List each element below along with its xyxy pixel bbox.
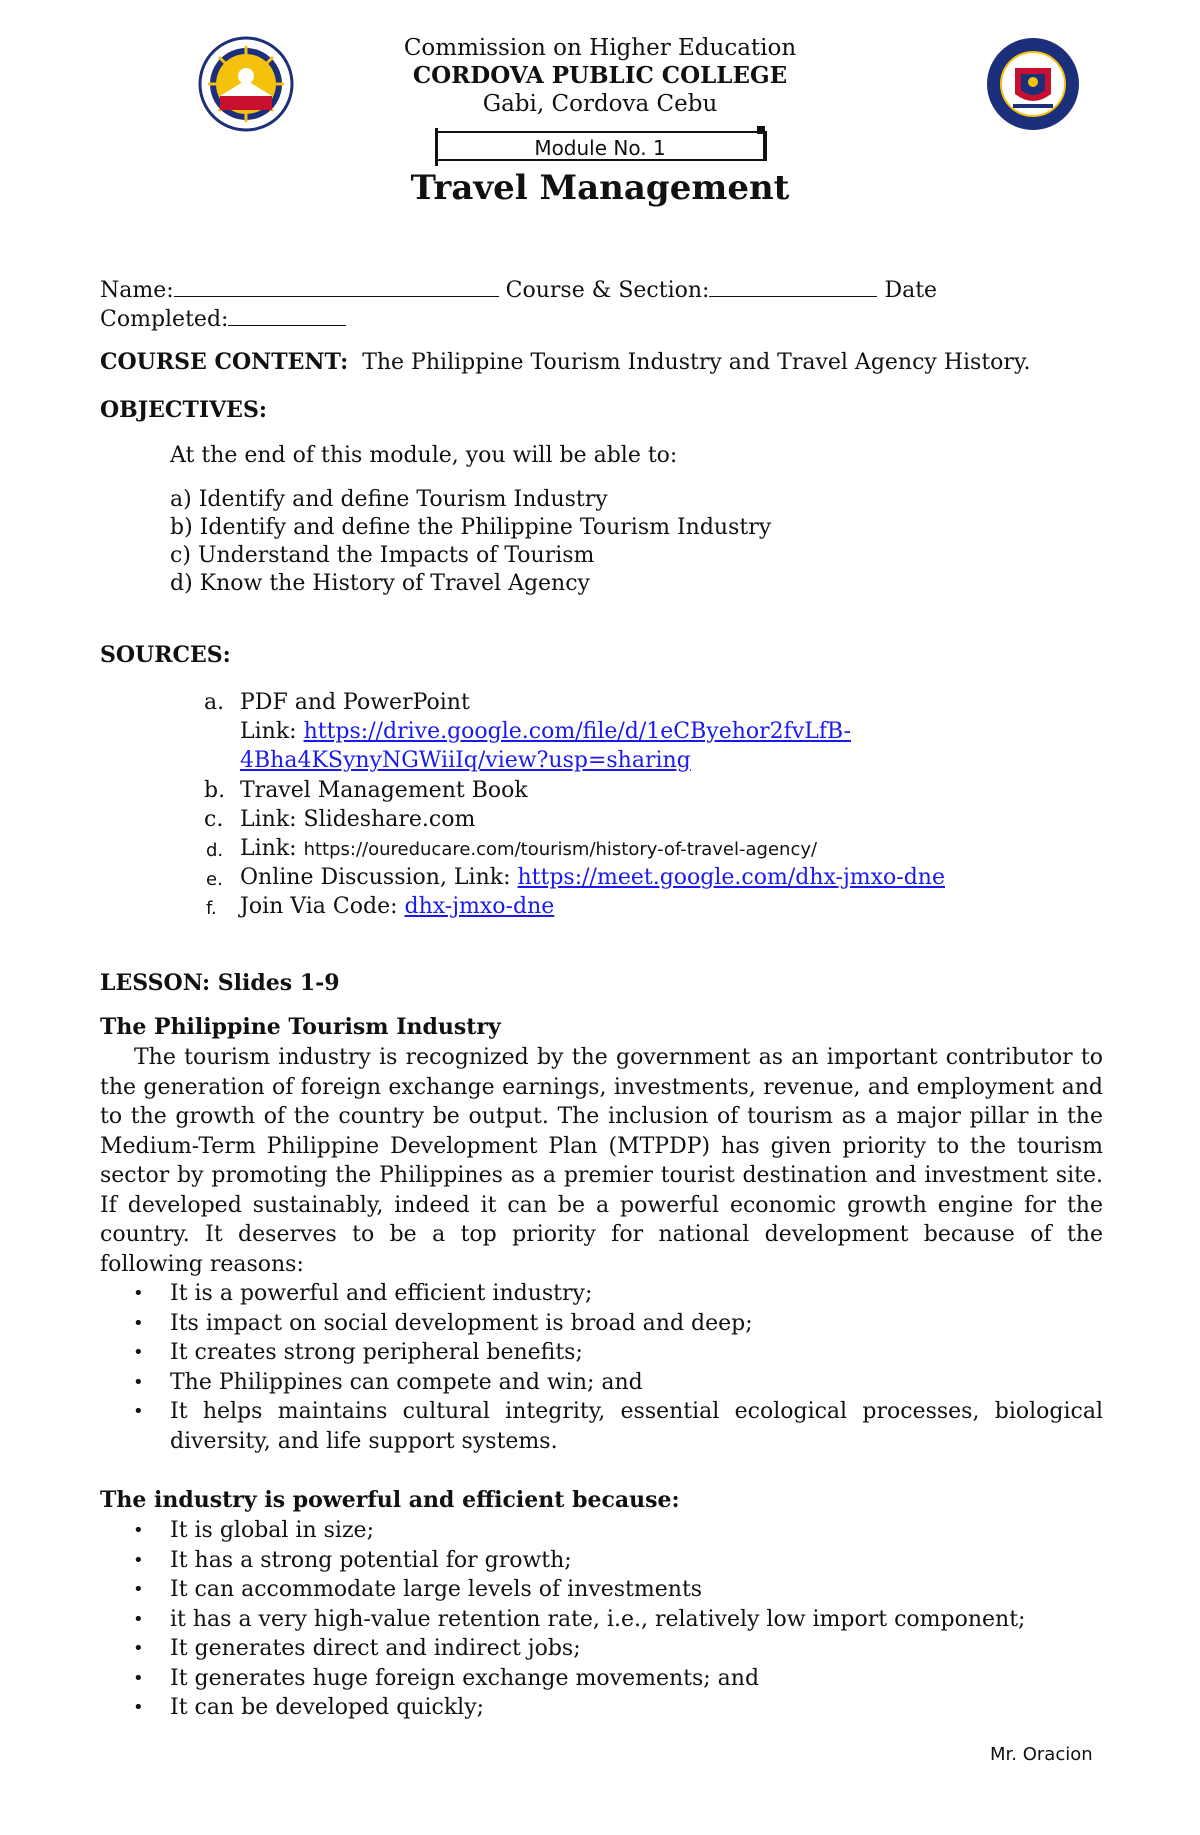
footer-author: Mr. Oracion xyxy=(990,1744,1093,1765)
reason-text: It helps maintains cultural integrity, essential ecological processes, biological diversity, and life support systems. xyxy=(170,1399,1103,1454)
course-content xyxy=(100,348,1030,377)
objective-marker: c) xyxy=(170,543,191,568)
reason-text: It creates strong peripheral benefits; xyxy=(170,1340,583,1365)
source-f-marker: f. xyxy=(206,898,217,919)
powerful-list xyxy=(100,1516,1103,1723)
ched-seal-logo xyxy=(198,36,294,132)
source-b-marker: b. xyxy=(204,778,226,803)
objectives-heading: OBJECTIVES: xyxy=(100,397,267,423)
objective-item xyxy=(170,485,608,514)
list-item xyxy=(100,1693,1103,1723)
course-content-label: COURSE CONTENT: xyxy=(100,349,349,375)
list-item xyxy=(100,1605,1103,1635)
oureducare-url[interactable]: https://oureducare.com/tourism/history-of-travel-agency/ xyxy=(303,839,818,860)
meet-link[interactable]: https://meet.google.com/dhx-jmxo-dne xyxy=(517,865,945,890)
powerful-text: It has a strong potential for growth; xyxy=(170,1547,572,1573)
lesson-paragraph: The tourism industry is recognized by the government as an important contributor to the generation of foreign exchange earnings, investments, revenue, and employment and to the growth of the country be output. The inclusion of tourism as a major pillar in the Medium-Term Philippine Development Plan (MTPDP) has given priority to the tourism sector by promoting the Philippines as a premier tourist destination and investment site. If developed sustainably, indeed it can be a powerful economic growth engine for the country. It deserves to be a top priority for national development because of the following reasons: xyxy=(100,1045,1103,1277)
source-a-marker: a. xyxy=(204,690,225,715)
completed-label: Completed: xyxy=(100,307,229,332)
powerful-heading: The industry is powerful and efficient because: xyxy=(100,1487,680,1513)
list-item xyxy=(100,1664,1103,1694)
source-a-link-label: Link: xyxy=(240,719,297,744)
course-section-label: Course & Section: xyxy=(505,278,710,303)
source-d-line xyxy=(240,834,817,864)
name-label: Name: xyxy=(100,278,174,303)
bullet-icon: • xyxy=(133,1608,144,1630)
list-item xyxy=(100,1634,1103,1664)
bullet-icon: • xyxy=(133,1638,144,1659)
header-commission: Commission on Higher Education xyxy=(403,35,797,61)
powerful-text: It can be developed quickly; xyxy=(170,1695,485,1720)
course-content-text: The Philippine Tourism Industry and Travel Agency History. xyxy=(362,350,1031,375)
bullet-icon: • xyxy=(133,1549,144,1571)
bullet-icon: • xyxy=(133,1283,144,1304)
reason-text: Its impact on social development is broad and deep; xyxy=(170,1310,753,1336)
source-c-text: Link: Slideshare.com xyxy=(240,807,476,832)
header-address: Gabi, Cordova Cebu xyxy=(482,91,718,117)
reason-text: It is a powerful and efficient industry; xyxy=(170,1281,593,1306)
source-e-line xyxy=(240,863,945,892)
objective-text: Understand the Impacts of Tourism xyxy=(197,543,595,568)
source-a-text: PDF and PowerPoint xyxy=(240,690,470,715)
objective-marker: a) xyxy=(170,487,192,512)
source-f-label: Join Via Code: xyxy=(240,894,398,919)
page-title: Travel Management xyxy=(410,168,790,208)
course-section-field[interactable] xyxy=(709,274,877,297)
drive-link[interactable]: https://drive.google.com/file/d/1eCByehor2fvLfB- xyxy=(303,719,852,744)
powerful-text: It generates direct and indirect jobs; xyxy=(170,1636,581,1661)
objective-text: Identify and define Tourism Industry xyxy=(198,487,608,512)
objective-item xyxy=(170,541,594,570)
module-number-box: Module No. 1 xyxy=(435,131,767,161)
bullet-icon: • xyxy=(133,1401,144,1422)
list-item xyxy=(100,1516,1103,1546)
list-item xyxy=(100,1546,1103,1576)
list-item xyxy=(100,1309,1103,1339)
date-completed-field[interactable] xyxy=(228,303,346,326)
join-code-link[interactable]: dhx-jmxo-dne xyxy=(404,894,555,919)
form-line-2 xyxy=(100,303,346,334)
list-item xyxy=(100,1575,1103,1605)
module-box-left-bar xyxy=(435,128,444,166)
section-heading-philippine-tourism: The Philippine Tourism Industry xyxy=(100,1014,501,1040)
powerful-text: It can accommodate large levels of investments xyxy=(170,1577,703,1602)
name-field[interactable] xyxy=(174,274,499,297)
objective-text: Identify and define the Philippine Tourism Industry xyxy=(199,515,772,540)
reasons-list xyxy=(100,1279,1103,1456)
list-item xyxy=(100,1368,1103,1398)
header-college-name: CORDOVA PUBLIC COLLEGE xyxy=(412,62,788,89)
drive-link-continued[interactable]: 4Bha4KSynyNGWiiIq/view?usp=sharing xyxy=(240,748,691,773)
powerful-text: It is global in size; xyxy=(170,1518,374,1543)
sources-heading: SOURCES: xyxy=(100,642,231,668)
source-d-marker: d. xyxy=(206,840,224,861)
lesson-heading: LESSON: Slides 1-9 xyxy=(100,970,340,996)
source-f-line xyxy=(240,892,554,921)
bullet-icon: • xyxy=(133,1312,144,1334)
date-label: Date xyxy=(884,278,938,303)
objective-marker: d) xyxy=(170,571,193,596)
bullet-icon: • xyxy=(133,1342,144,1363)
source-b-text: Travel Management Book xyxy=(240,778,528,803)
cordova-college-logo xyxy=(985,36,1081,132)
reason-text: The Philippines can compete and win; and xyxy=(170,1369,643,1395)
form-line-1 xyxy=(100,274,937,305)
source-e-marker: e. xyxy=(206,869,223,890)
list-item xyxy=(100,1338,1103,1368)
powerful-text: It generates huge foreign exchange movements; and xyxy=(170,1665,760,1691)
list-item xyxy=(100,1397,1103,1456)
source-a-link-line xyxy=(240,717,851,746)
source-d-label: Link: xyxy=(240,836,297,861)
objective-text: Know the History of Travel Agency xyxy=(199,571,590,596)
bullet-icon: • xyxy=(133,1667,144,1689)
source-c-marker: c. xyxy=(204,807,224,832)
bullet-icon: • xyxy=(133,1579,144,1600)
list-item xyxy=(100,1279,1103,1309)
powerful-text: it has a very high-value retention rate, i.e., relatively low import component; xyxy=(170,1606,1026,1632)
bullet-icon: • xyxy=(133,1697,144,1718)
module-box-corner xyxy=(757,126,765,134)
objectives-intro: At the end of this module, you will be able to: xyxy=(170,443,678,468)
bullet-icon: • xyxy=(133,1520,144,1541)
source-e-label: Online Discussion, Link: xyxy=(240,865,511,890)
objective-item xyxy=(170,513,771,542)
objective-marker: b) xyxy=(170,515,193,540)
objective-item xyxy=(170,569,590,598)
bullet-icon: • xyxy=(133,1371,144,1393)
